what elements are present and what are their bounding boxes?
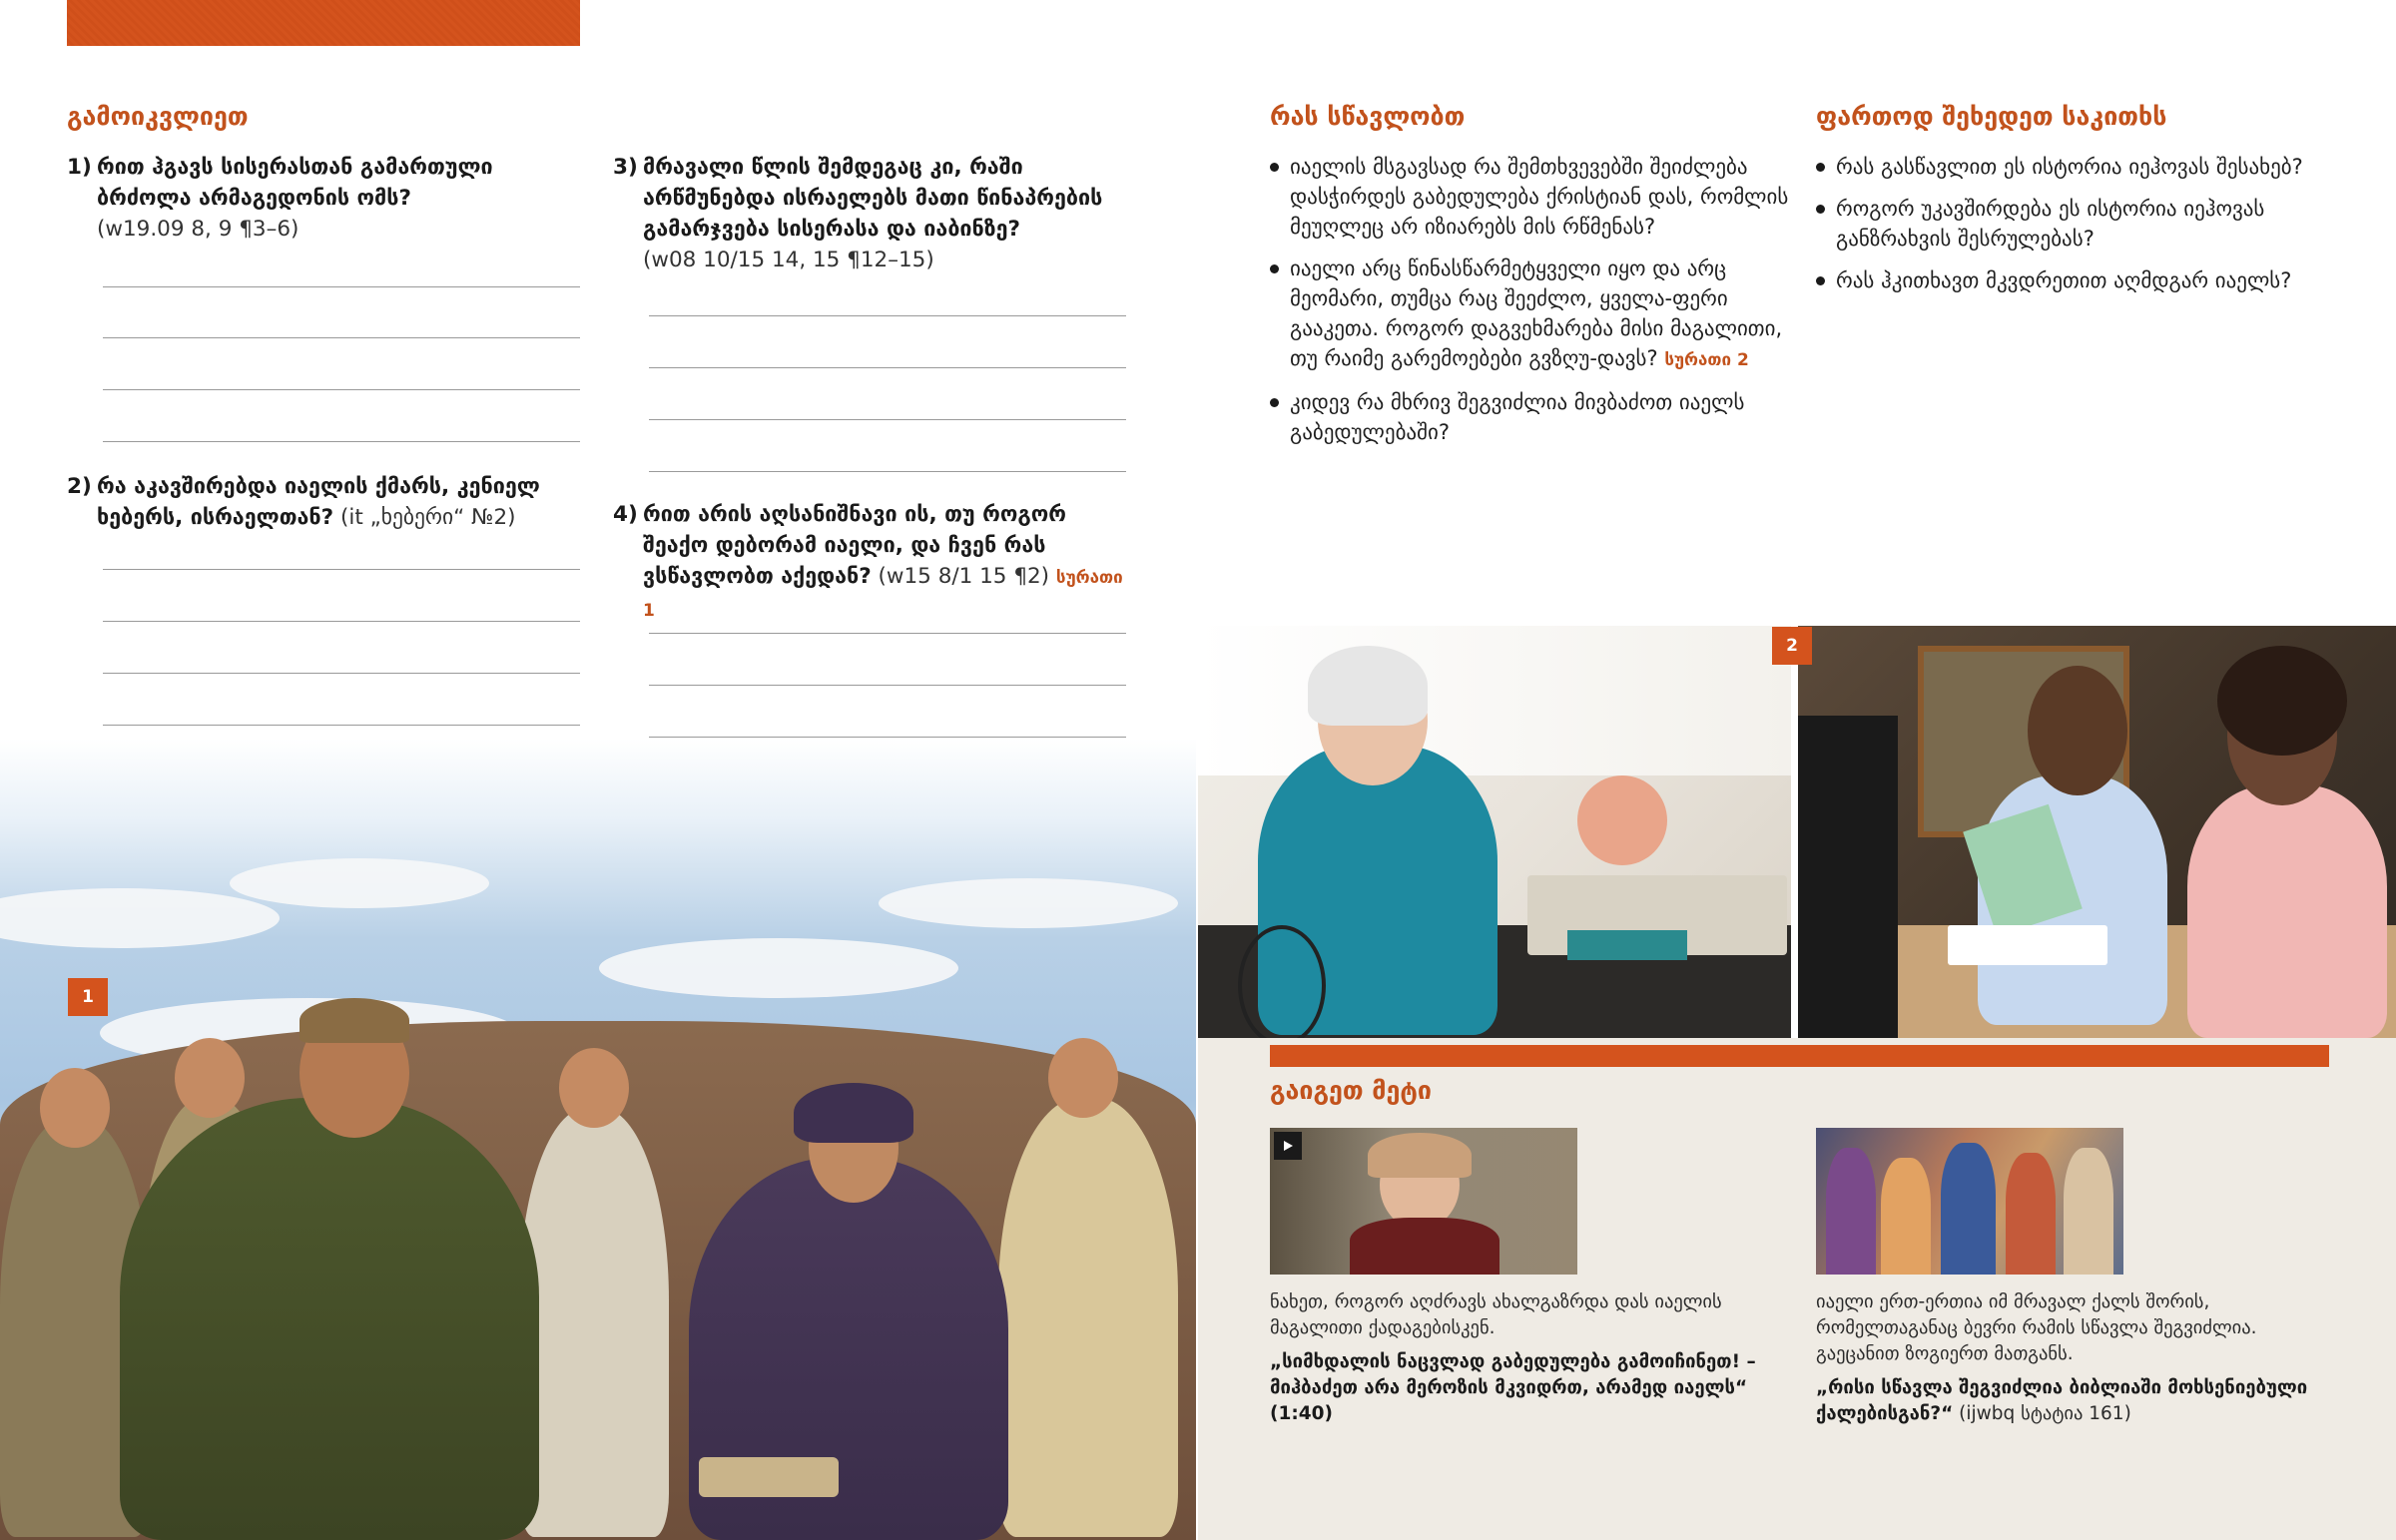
answer-line — [103, 389, 580, 390]
video-title[interactable]: „სიმხდალის ნაცვლად გაბედულება გამოიჩინეთ! – მიჰბაძეთ არა მეროზის მკვიდრთ, არამედ იაელს“ — [1270, 1351, 1756, 1398]
figure-reference: სურათი 1 — [643, 568, 1123, 621]
question-text: მრავალი წლის შემდეგაც კი, რაში არწმუნებდა ისრაელებს მათი წინაპრების გამარჯვება სისერასა და იაბინზე? — [643, 155, 1103, 242]
list-item-text: კიდევ რა მხრივ შეგვიძლია მივბაძოთ იაელს გაბედულებაში? — [1290, 390, 1745, 444]
answer-line — [649, 471, 1126, 472]
list-item — [1816, 152, 2365, 182]
list-item-text: როგორ უკავშირდება ეს ისტორია იეჰოვას განზრახვის შესრულებას? — [1836, 197, 2265, 251]
figure-badge-2: 2 — [1772, 627, 1812, 665]
question-text: რა აკავშირებდა იაელის ქმარს, კენიელ ხებერს, ისრაელთან? — [97, 474, 540, 530]
section-title-more: გაიგეთ მეტი — [1270, 1076, 1432, 1105]
list-item-text: იაელი არც წინასწარმეტყველი იყო და არც მეომარი, თუმცა რაც შეეძლო, ყველა-ფერი გააკეთა. როგორ დაგვეხმარება მისი მაგალითი, თუ რაიმე გარემოებები გვზღუ-დავს? — [1290, 257, 1783, 370]
video-thumbnail[interactable] — [1270, 1128, 1577, 1275]
answer-line — [103, 621, 580, 622]
answer-line — [649, 633, 1126, 634]
broader-list — [1816, 152, 2365, 307]
answer-line — [649, 367, 1126, 368]
play-icon[interactable] — [1274, 1132, 1302, 1160]
list-item — [1816, 194, 2365, 254]
question-text: რით არის აღსანიშნავი ის, თუ როგორ შეაქო დებორამ იაელი, და ჩვენ რას ვსწავლობთ აქედან? — [643, 502, 1066, 589]
article-thumbnail[interactable] — [1816, 1128, 2123, 1275]
video-duration: (1:40) — [1270, 1403, 1333, 1424]
illustration-celebration — [0, 739, 1196, 1540]
question-2 — [67, 471, 546, 533]
answer-line — [103, 441, 580, 442]
list-item — [1270, 387, 1789, 447]
answer-line — [103, 337, 580, 338]
answer-line — [649, 315, 1126, 316]
panel-accent-bar — [1270, 1045, 2329, 1067]
question-reference: (it „ხებერი“ №2) — [339, 505, 516, 530]
section-title-broader: ფართოდ შეხედეთ საკითხს — [1816, 102, 2167, 131]
article-title[interactable]: „რისი სწავლა შეგვიძლია ბიბლიაში მოხსენიებული ქალებისგან?“ — [1816, 1377, 2308, 1424]
answer-line — [103, 673, 580, 674]
section-title-learn: რას სწავლობთ — [1270, 102, 1466, 131]
question-reference: (w15 8/1 15 ¶2) — [878, 564, 1050, 589]
article-description: იაელი ერთ-ერთია იმ მრავალ ქალს შორის, რომელთაგანაც ბევრი რამის სწავლა შეგვიძლია. გაეცანით ზოგიერთ მათგანს. — [1816, 1291, 2257, 1364]
question-1 — [67, 152, 546, 245]
list-item-text: რას ჰკითხავთ მკვდრეთით აღმდგარ იაელს? — [1836, 268, 2292, 292]
figure-badge-1: 1 — [68, 978, 108, 1016]
learn-list — [1270, 152, 1789, 459]
question-3 — [613, 152, 1132, 275]
question-number: 4) — [613, 502, 638, 527]
answer-line — [649, 419, 1126, 420]
list-item-text: რას გასწავლით ეს ისტორია იეჰოვას შესახებ? — [1836, 155, 2303, 179]
article-title-block[interactable] — [1816, 1375, 2335, 1427]
answer-line — [649, 685, 1126, 686]
answer-line — [103, 569, 580, 570]
video-description: ნახეთ, როგორ აღძრავს ახალგაზრდა დას იაელის მაგალითი ქადაგებისკენ. — [1270, 1291, 1722, 1338]
answer-line — [103, 286, 580, 287]
video-title-block[interactable] — [1270, 1349, 1789, 1427]
figure-reference: სურათი 2 — [1664, 350, 1749, 370]
section-title-research: გამოიკვლიეთ — [67, 102, 249, 131]
article-reference: (ijwbq სტატია 161) — [1959, 1403, 2131, 1424]
question-reference: (w19.09 8, 9 ¶3–6) — [97, 217, 300, 242]
answer-line — [649, 737, 1126, 738]
question-4 — [613, 499, 1132, 627]
question-number: 3) — [613, 155, 638, 180]
list-item-text: იაელის მსგავსად რა შემთხვევებში შეიძლება დასჭირდეს გაბედულება ქრისტიან დას, რომლის მეუღლეც არ იზიარებს მის რწმენას? — [1290, 155, 1789, 239]
list-item — [1816, 265, 2365, 295]
question-number: 1) — [67, 155, 92, 180]
question-text: რით ჰგავს სისერასთან გამართული ბრძოლა არმაგედონის ომს? — [97, 155, 493, 211]
list-item — [1270, 152, 1789, 242]
list-item — [1270, 254, 1789, 375]
question-reference: (w08 10/15 14, 15 ¶12–15) — [643, 248, 934, 272]
answer-line — [103, 725, 580, 726]
photo-couple-reading-card — [1798, 626, 2396, 1038]
photo-elderly-woman-writing — [1198, 626, 1791, 1038]
question-number: 2) — [67, 474, 92, 499]
top-color-band — [67, 0, 580, 46]
